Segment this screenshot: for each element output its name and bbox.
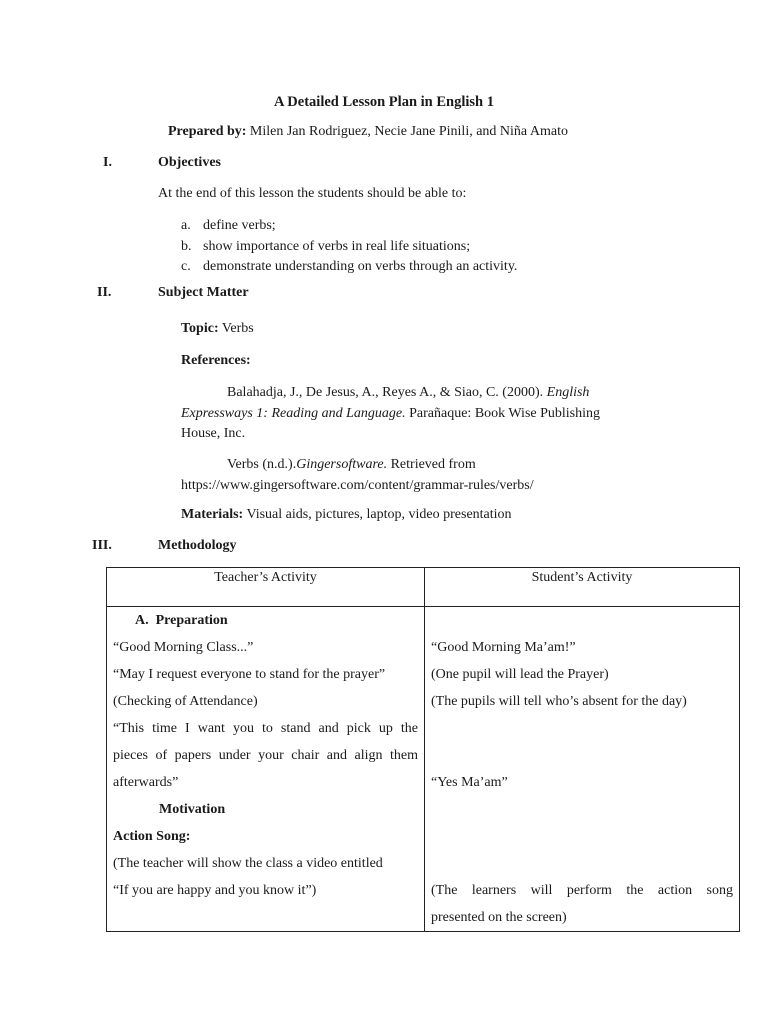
- table-header-row: [107, 568, 740, 607]
- objective-text: demonstrate understanding on verbs through an activity.: [203, 259, 518, 274]
- objective-item: [181, 216, 517, 237]
- cell-spacer: [113, 904, 418, 931]
- materials-line: [181, 507, 512, 523]
- student-line: “Good Morning Ma’am!”: [431, 640, 576, 655]
- section-number-subject-matter: II.: [97, 285, 112, 300]
- topic-value: Verbs: [221, 321, 254, 336]
- student-line: presented on the screen): [431, 910, 567, 925]
- reference-1-publisher-rest: House, Inc.: [181, 426, 246, 441]
- teacher-line: “This time I want you to stand and pick up the: [113, 721, 418, 736]
- objectives-list: [181, 216, 517, 278]
- topic-line: [181, 321, 254, 337]
- motivation-heading: Motivation: [159, 802, 226, 817]
- prepared-by-line: [168, 124, 568, 140]
- objectives-intro: At the end of this lesson the students should be able to:: [158, 186, 467, 201]
- reference-1: [181, 383, 600, 445]
- cell-spacer: [431, 715, 733, 742]
- teacher-line: “May I request everyone to stand for the prayer”: [113, 667, 386, 682]
- reference-1-authors: Balahadja, J., De Jesus, A., Reyes A., & Siao, C. (2000).: [227, 385, 547, 400]
- objective-letter: b.: [181, 238, 192, 254]
- cell-spacer: [431, 607, 733, 634]
- objective-letter: a.: [181, 218, 191, 233]
- teacher-line: afterwards”: [113, 775, 179, 790]
- materials-value: Visual aids, pictures, laptop, video presentation: [246, 507, 512, 522]
- teacher-activity-cell: [107, 607, 425, 932]
- reference-1-title-rest: Expressways 1: Reading and Language.: [181, 405, 406, 421]
- methodology-table: [106, 567, 740, 932]
- cell-spacer: [431, 850, 733, 877]
- section-title-methodology: Methodology: [158, 538, 237, 553]
- reference-2-title: Verbs (n.d.).: [227, 457, 297, 472]
- reference-2-url: https://www.gingersoftware.com/content/grammar-rules/verbs/: [181, 477, 534, 493]
- reference-2-retrieved: Retrieved from: [387, 457, 476, 472]
- objective-text: define verbs;: [203, 218, 276, 233]
- cell-spacer: [431, 823, 733, 850]
- objective-text: show importance of verbs in real life situations;: [203, 238, 471, 254]
- section-number-objectives: I.: [103, 155, 112, 170]
- action-song-heading: Action Song:: [113, 829, 191, 844]
- student-line: (One pupil will lead the Prayer): [431, 667, 609, 682]
- prepared-by-names: Milen Jan Rodriguez, Necie Jane Pinili, and Niña Amato: [249, 124, 568, 139]
- teacher-line: pieces of papers under your chair and align them: [113, 748, 418, 763]
- preparation-title: Preparation: [155, 613, 228, 628]
- prepared-by-label: Prepared by:: [168, 124, 247, 139]
- reference-2-source: Gingersoftware.: [296, 457, 388, 472]
- section-title-objectives: Objectives: [158, 155, 221, 170]
- student-activity-header: Student’s Activity: [425, 568, 740, 607]
- student-line: (The pupils will tell who’s absent for the day): [431, 694, 687, 709]
- table-row: [107, 607, 740, 932]
- section-number-methodology: III.: [92, 538, 112, 553]
- preparation-letter: A.: [135, 613, 149, 628]
- teacher-activity-header: Teacher’s Activity: [107, 568, 425, 607]
- teacher-line: (The teacher will show the class a video entitled: [113, 856, 383, 871]
- cell-spacer: [431, 796, 733, 823]
- materials-label: Materials:: [181, 507, 244, 522]
- document-title: A Detailed Lesson Plan in English 1: [274, 94, 494, 110]
- references-label: References:: [181, 353, 251, 368]
- reference-2: [181, 455, 534, 496]
- reference-1-title-part: English: [546, 385, 590, 400]
- teacher-line: “Good Morning Class...”: [113, 640, 254, 655]
- objective-item: [181, 237, 517, 258]
- student-activity-cell: [425, 607, 740, 932]
- objective-letter: c.: [181, 259, 191, 274]
- topic-label: Topic:: [181, 321, 219, 336]
- objective-item: [181, 257, 517, 278]
- cell-spacer: [431, 742, 733, 769]
- teacher-line: (Checking of Attendance): [113, 694, 258, 709]
- section-title-subject-matter: Subject Matter: [158, 285, 249, 300]
- student-line: “Yes Ma’am”: [431, 775, 508, 790]
- teacher-line: “If you are happy and you know it”): [113, 883, 317, 898]
- preparation-heading: [113, 607, 418, 634]
- student-line: (The learners will perform the action song: [431, 883, 733, 898]
- reference-1-publisher: Parañaque: Book Wise Publishing: [405, 405, 601, 421]
